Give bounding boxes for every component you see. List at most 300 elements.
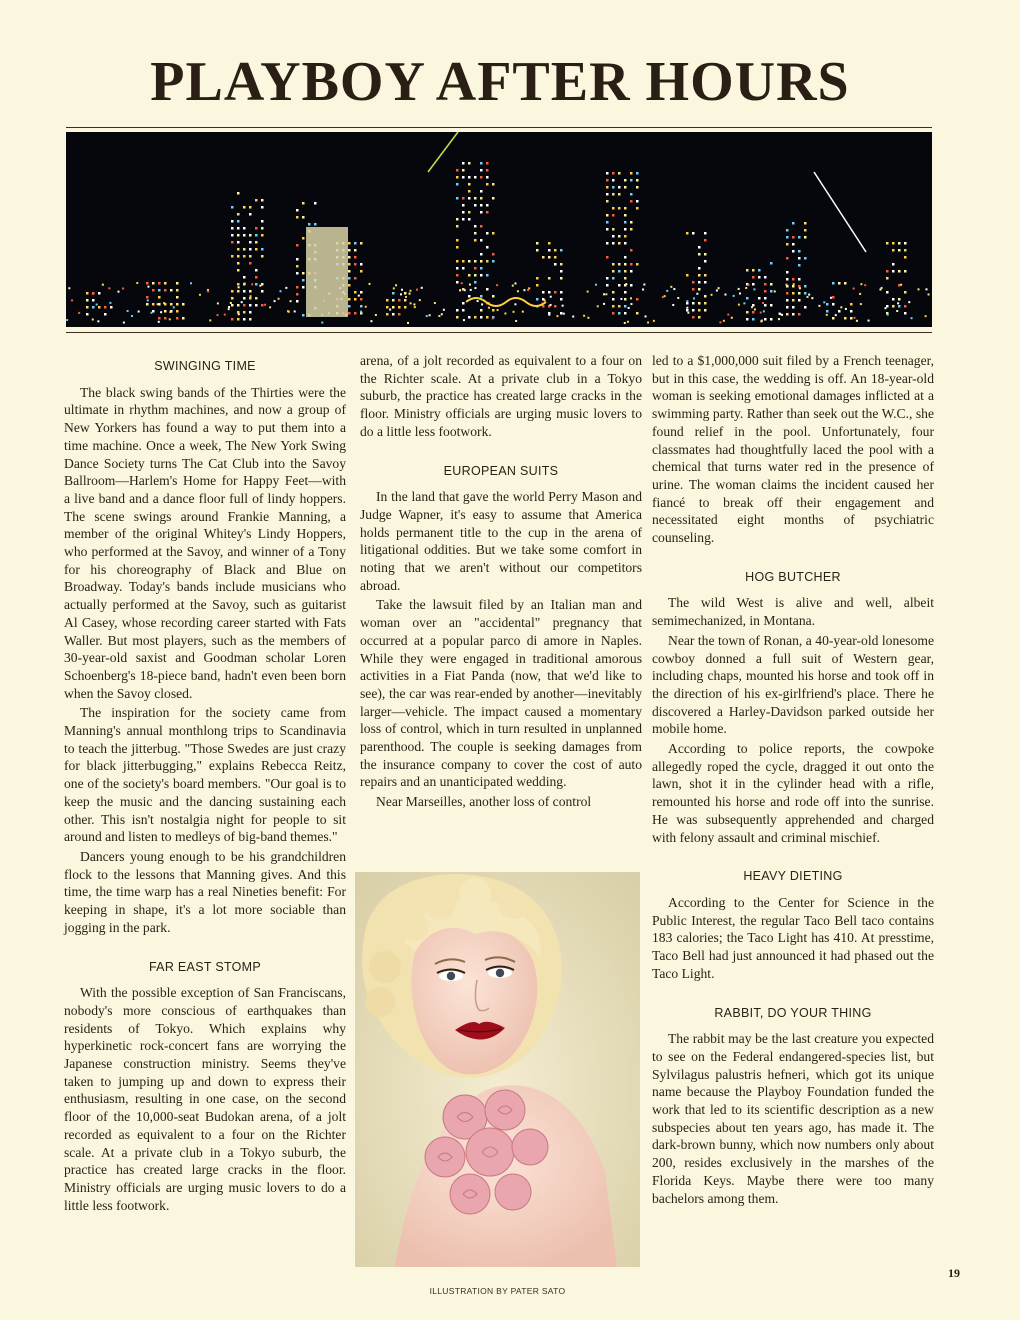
- window-light: [486, 211, 489, 214]
- window-light: [548, 277, 551, 280]
- street-light: [779, 313, 781, 315]
- street-light: [762, 302, 764, 304]
- street-light: [917, 288, 919, 290]
- street-light: [647, 322, 649, 324]
- street-light: [250, 295, 252, 297]
- window-light: [612, 305, 615, 308]
- window-light: [296, 293, 299, 296]
- street-light: [624, 322, 626, 324]
- window-light: [630, 249, 633, 252]
- street-light: [860, 283, 862, 285]
- window-light: [261, 206, 264, 209]
- window-light: [468, 197, 471, 200]
- street-light: [666, 290, 668, 292]
- window-light: [850, 303, 853, 306]
- window-light: [176, 289, 179, 292]
- window-light: [474, 225, 477, 228]
- street-light: [217, 302, 219, 304]
- window-light: [462, 204, 465, 207]
- window-light: [838, 282, 841, 285]
- window-light: [692, 302, 695, 305]
- window-light: [548, 256, 551, 259]
- window-light: [624, 312, 627, 315]
- window-light: [606, 284, 609, 287]
- window-light: [348, 277, 351, 280]
- window-light: [624, 235, 627, 238]
- street-light: [830, 297, 832, 299]
- window-light: [462, 176, 465, 179]
- window-light: [630, 228, 633, 231]
- window-light: [764, 283, 767, 286]
- street-light: [774, 290, 776, 292]
- window-light: [892, 242, 895, 245]
- window-light: [348, 312, 351, 315]
- window-light: [237, 192, 240, 195]
- window-light: [786, 243, 789, 246]
- window-light: [152, 289, 155, 292]
- window-light: [770, 283, 773, 286]
- window-light: [624, 228, 627, 231]
- street-light: [597, 305, 599, 307]
- window-light: [804, 285, 807, 288]
- street-light: [587, 317, 589, 319]
- window-light: [618, 193, 621, 196]
- column-3: [652, 352, 934, 1207]
- window-light: [764, 304, 767, 307]
- window-light: [630, 270, 633, 273]
- window-light: [354, 291, 357, 294]
- window-light: [474, 197, 477, 200]
- window-light: [354, 263, 357, 266]
- window-light: [752, 304, 755, 307]
- window-light: [536, 298, 539, 301]
- window-light: [904, 312, 907, 315]
- window-light: [456, 169, 459, 172]
- window-light: [255, 248, 258, 251]
- street-light: [163, 302, 165, 304]
- street-light: [294, 310, 296, 312]
- street-light: [407, 322, 409, 324]
- street-light: [66, 319, 68, 321]
- window-light: [792, 306, 795, 309]
- window-light: [456, 281, 459, 284]
- window-light: [86, 299, 89, 302]
- window-light: [786, 229, 789, 232]
- street-light: [136, 282, 138, 284]
- street-light: [799, 287, 801, 289]
- window-light: [886, 270, 889, 273]
- street-light: [290, 300, 292, 302]
- street-light: [754, 308, 756, 310]
- window-light: [606, 228, 609, 231]
- window-light: [468, 211, 471, 214]
- street-light: [643, 283, 645, 285]
- street-light: [687, 312, 689, 314]
- street-light: [209, 319, 211, 321]
- window-light: [474, 204, 477, 207]
- window-light: [560, 249, 563, 252]
- window-light: [612, 214, 615, 217]
- street-light: [131, 315, 133, 317]
- window-light: [636, 172, 639, 175]
- paragraph: In the land that gave the world Perry Mason and Judge Wapner, it's easy to assume that America holds permanent title to the cup in the arena of litigational oddities. But we take some comfort in noting that we aren't without our competitors abroad.: [360, 489, 642, 593]
- street-light: [605, 293, 607, 295]
- window-light: [886, 277, 889, 280]
- paragraph-excerpt: Near Marseilles, another loss of control: [376, 794, 592, 810]
- street-light: [523, 289, 525, 291]
- window-light: [560, 277, 563, 280]
- window-light: [630, 179, 633, 182]
- street-light: [279, 290, 281, 292]
- window-light: [462, 162, 465, 165]
- window-light: [804, 236, 807, 239]
- window-light: [554, 263, 557, 266]
- window-light: [146, 282, 149, 285]
- window-light: [243, 297, 246, 300]
- window-light: [886, 305, 889, 308]
- window-light: [826, 303, 829, 306]
- window-light: [261, 234, 264, 237]
- window-light: [261, 220, 264, 223]
- window-light: [98, 292, 101, 295]
- window-light: [792, 222, 795, 225]
- window-light: [243, 248, 246, 251]
- window-light: [231, 241, 234, 244]
- skyline-illustration: [66, 132, 932, 327]
- window-light: [360, 263, 363, 266]
- window-light: [492, 295, 495, 298]
- window-light: [618, 207, 621, 210]
- window-light: [231, 318, 234, 321]
- window-light: [237, 241, 240, 244]
- street-light: [745, 287, 747, 289]
- window-light: [898, 270, 901, 273]
- window-light: [798, 257, 801, 260]
- window-light: [261, 304, 264, 307]
- window-light: [302, 279, 305, 282]
- street-light: [645, 315, 647, 317]
- street-light: [630, 303, 632, 305]
- window-light: [636, 207, 639, 210]
- window-light: [237, 220, 240, 223]
- window-light: [542, 291, 545, 294]
- window-light: [164, 310, 167, 313]
- window-light: [302, 314, 305, 317]
- window-light: [698, 309, 701, 312]
- window-light: [164, 317, 167, 320]
- window-light: [704, 274, 707, 277]
- street-light: [285, 287, 287, 289]
- window-light: [176, 317, 179, 320]
- window-light: [624, 298, 627, 301]
- window-light: [348, 284, 351, 287]
- window-light: [474, 274, 477, 277]
- window-light: [176, 282, 179, 285]
- window-light: [618, 263, 621, 266]
- street-light: [421, 287, 423, 289]
- window-light: [462, 218, 465, 221]
- window-light: [249, 297, 252, 300]
- street-light: [738, 288, 740, 290]
- window-light: [630, 221, 633, 224]
- window-light: [798, 292, 801, 295]
- window-light: [474, 267, 477, 270]
- street-light: [109, 302, 111, 304]
- light-beam: [428, 132, 458, 172]
- street-light: [264, 304, 266, 306]
- window-light: [249, 262, 252, 265]
- street-light: [68, 287, 70, 289]
- illustration-credit: ILLUSTRATION BY PATER SATO: [429, 1286, 566, 1296]
- street-light: [627, 321, 629, 323]
- window-light: [480, 316, 483, 319]
- window-light: [612, 186, 615, 189]
- window-light: [255, 199, 258, 202]
- window-light: [348, 242, 351, 245]
- window-light: [898, 242, 901, 245]
- window-light: [456, 225, 459, 228]
- window-light: [302, 286, 305, 289]
- window-light: [786, 257, 789, 260]
- window-light: [243, 206, 246, 209]
- street-light: [672, 304, 674, 306]
- street-light: [514, 282, 516, 284]
- window-light: [832, 296, 835, 299]
- heading-heavy-dieting: HEAVY DIETING: [743, 869, 843, 884]
- window-light: [386, 313, 389, 316]
- window-light: [354, 277, 357, 280]
- window-light: [243, 290, 246, 293]
- street-light: [583, 315, 585, 317]
- window-light: [704, 232, 707, 235]
- window-light: [886, 291, 889, 294]
- window-light: [261, 290, 264, 293]
- window-light: [348, 298, 351, 301]
- window-light: [686, 232, 689, 235]
- window-light: [692, 281, 695, 284]
- column-2: [360, 352, 642, 811]
- window-light: [542, 256, 545, 259]
- window-light: [786, 313, 789, 316]
- window-light: [630, 172, 633, 175]
- window-light: [468, 295, 471, 298]
- window-light: [704, 260, 707, 263]
- street-light: [793, 283, 795, 285]
- street-light: [514, 303, 516, 305]
- street-light: [595, 284, 597, 286]
- window-light: [624, 221, 627, 224]
- window-light: [492, 197, 495, 200]
- street-light: [670, 286, 672, 288]
- window-light: [237, 227, 240, 230]
- street-light: [572, 316, 574, 318]
- heading-rabbit-do-your-thing: RABBIT, DO YOUR THING: [714, 1005, 872, 1020]
- window-light: [164, 282, 167, 285]
- window-light: [606, 200, 609, 203]
- street-light: [321, 322, 323, 324]
- window-light: [548, 242, 551, 245]
- window-light: [560, 270, 563, 273]
- column-1: [64, 352, 346, 1213]
- window-light: [492, 260, 495, 263]
- window-light: [798, 278, 801, 281]
- window-light: [850, 310, 853, 313]
- street-light: [587, 291, 589, 293]
- window-light: [704, 253, 707, 256]
- window-light: [792, 243, 795, 246]
- lit-building: [306, 227, 348, 317]
- street-light: [896, 310, 898, 312]
- window-light: [624, 270, 627, 273]
- window-light: [792, 292, 795, 295]
- window-light: [348, 305, 351, 308]
- window-light: [612, 235, 615, 238]
- window-light: [758, 269, 761, 272]
- window-light: [348, 270, 351, 273]
- street-light: [620, 298, 622, 300]
- window-light: [456, 267, 459, 270]
- paragraph: The black swing bands of the Thirties were the ultimate in rhythm machines, and now a group of New Yorkers has found a way to put them into a time machine. Once a week, The New York Swing Dance Society turns The Cat Club into the Savoy Ballroom—Harlem's Home for Happy Feet—with a live band and a dance floor full of lindy hoppers. The scene swings around Frankie Manning, a member of the original Whitey's Lindy Hoppers, who performed at the Savoy, and winner of a Tony for his choreography of Black and Blue on Broadway. Today's bands include musicians who actually performed at the Savoy, such as guitarist Al Casey, whose recording career started with Fats Waller. But most players, such as the members of 30-year-old saxist and Goodman scholar Loren Schoenberg's 18-piece band, hadn't even been born when the Savoy closed.: [64, 384, 346, 701]
- window-light: [237, 213, 240, 216]
- window-light: [606, 277, 609, 280]
- window-light: [904, 270, 907, 273]
- window-light: [698, 246, 701, 249]
- window-light: [480, 197, 483, 200]
- street-light: [897, 302, 899, 304]
- paragraph: According to the Center for Science in the Public Interest, the regular Taco Bell taco contains 183 calories; the Taco Light has 410. At presstime, Taco Bell had just announced it had phased out the Taco Light.: [652, 894, 934, 981]
- window-light: [474, 232, 477, 235]
- paragraph: Near the town of Ronan, a 40-year-old lonesome cowboy donned a full suit of Western gear, including chaps, mounted his horse and took off in the direction of his ex-girlfriend's place. There he discovered a Harley-Davidson parked outside her mobile home.: [652, 632, 934, 737]
- paragraph-continued: led to a $1,000,000 suit filed by a French teenager, but in this case, the wedding is off. An 18-year-old woman is seeking emotional damages inflicted at a swimming party. Rather than seek out the W.C., she found relief in the pool. Unfortunately, four classmates had thoughtfully laced the pool with a chemical that turns water red in the presence of urine. The woman claims the incident caused her fiancé to break off their engagement and necessitated eight months of psychiatric counseling.: [652, 353, 934, 546]
- window-light: [354, 312, 357, 315]
- window-light: [243, 311, 246, 314]
- window-light: [386, 299, 389, 302]
- street-light: [860, 303, 862, 305]
- window-light: [480, 253, 483, 256]
- street-light: [138, 311, 140, 313]
- light-beam: [814, 172, 866, 252]
- window-light: [612, 172, 615, 175]
- heading-european-suits: EUROPEAN SUITS: [443, 463, 559, 478]
- street-light: [686, 307, 688, 309]
- window-light: [624, 277, 627, 280]
- window-light: [798, 313, 801, 316]
- window-light: [804, 222, 807, 225]
- window-light: [255, 227, 258, 230]
- window-light: [360, 298, 363, 301]
- street-light: [550, 304, 552, 306]
- window-light: [630, 263, 633, 266]
- window-light: [255, 276, 258, 279]
- street-light: [228, 306, 230, 308]
- street-light: [492, 317, 494, 319]
- window-light: [746, 318, 749, 321]
- window-light: [618, 284, 621, 287]
- window-light: [392, 292, 395, 295]
- window-light: [486, 316, 489, 319]
- street-light: [274, 300, 276, 302]
- window-light: [231, 206, 234, 209]
- window-light: [486, 246, 489, 249]
- window-light: [456, 260, 459, 263]
- street-light: [251, 283, 253, 285]
- window-light: [296, 272, 299, 275]
- window-light: [612, 312, 615, 315]
- window-light: [249, 248, 252, 251]
- window-light: [892, 249, 895, 252]
- window-light: [560, 263, 563, 266]
- street-light: [416, 289, 418, 291]
- window-light: [606, 214, 609, 217]
- window-light: [348, 249, 351, 252]
- window-light: [804, 306, 807, 309]
- window-light: [468, 260, 471, 263]
- window-light: [686, 309, 689, 312]
- window-light: [231, 234, 234, 237]
- street-light: [409, 293, 411, 295]
- window-light: [392, 313, 395, 316]
- window-light: [764, 276, 767, 279]
- window-light: [354, 249, 357, 252]
- window-light: [237, 248, 240, 251]
- street-light: [696, 293, 698, 295]
- window-light: [764, 318, 767, 321]
- window-light: [308, 223, 311, 226]
- window-light: [612, 193, 615, 196]
- window-light: [237, 290, 240, 293]
- window-light: [249, 304, 252, 307]
- street-light: [96, 304, 98, 306]
- window-light: [898, 298, 901, 301]
- window-light: [480, 204, 483, 207]
- street-light: [438, 315, 440, 317]
- street-light: [461, 282, 463, 284]
- window-light: [480, 225, 483, 228]
- street-light: [496, 284, 498, 286]
- window-light: [886, 242, 889, 245]
- window-light: [698, 316, 701, 319]
- street-light: [512, 285, 514, 287]
- window-light: [752, 283, 755, 286]
- street-light: [603, 303, 605, 305]
- window-light: [624, 214, 627, 217]
- window-light: [698, 302, 701, 305]
- paragraph: The wild West is alive and well, albeit semimechanized, in Montana.: [652, 595, 934, 629]
- window-light: [636, 186, 639, 189]
- window-light: [612, 179, 615, 182]
- window-light: [758, 297, 761, 300]
- window-light: [612, 298, 615, 301]
- paragraph: The rabbit may be the last creature you expected to see on the Federal endangered-species list, but Sylvilagus palustris hefneri, which got its unique name because the Playboy Foundation funded the work that led to its scientific description as a new subspecies about ten years ago, has made it. The dark-brown bunny, which now numbers only about 200, resides exclusively in the marshes of the Florida Keys. Maybe there were too many bachelors among them.: [652, 1031, 934, 1206]
- street-light: [724, 294, 726, 296]
- window-light: [243, 234, 246, 237]
- window-light: [560, 291, 563, 294]
- window-light: [462, 211, 465, 214]
- street-light: [527, 289, 529, 291]
- window-light: [474, 316, 477, 319]
- street-light: [859, 293, 861, 295]
- street-light: [743, 302, 745, 304]
- window-light: [480, 162, 483, 165]
- street-light: [845, 308, 847, 310]
- window-light: [164, 289, 167, 292]
- window-light: [468, 183, 471, 186]
- window-light: [798, 299, 801, 302]
- street-light: [414, 306, 416, 308]
- window-light: [243, 318, 246, 321]
- window-light: [624, 186, 627, 189]
- street-light: [823, 301, 825, 303]
